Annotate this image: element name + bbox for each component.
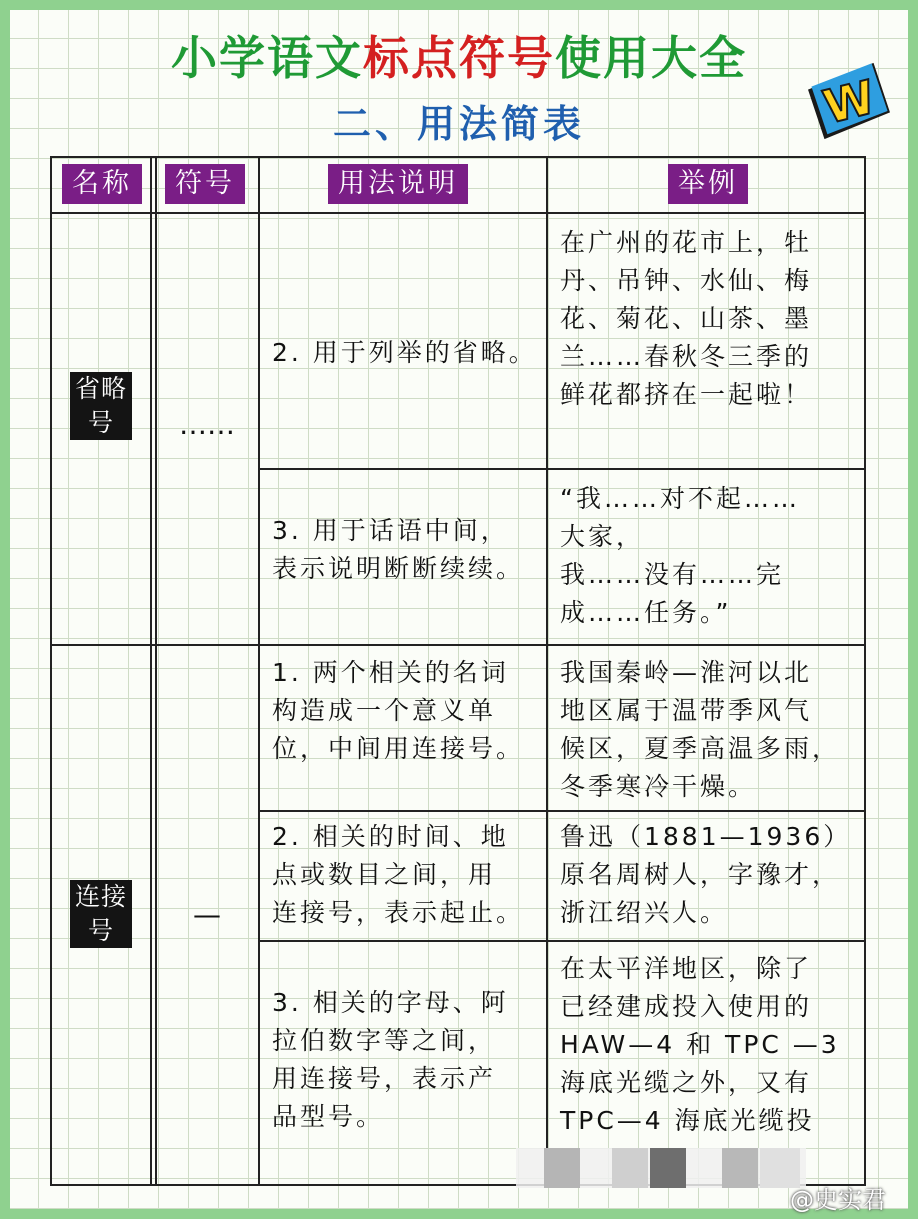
col-divider-1 [150, 158, 152, 1184]
example-ellipsis-3: “我……对不起…… 大家， 我……没有……完 成……任务。” [560, 484, 800, 627]
header-example: 举例 [668, 164, 748, 204]
col-divider-1b [155, 158, 157, 1184]
usage-connector-1: 1. 两个相关的名词 构造成一个意义单 位，中间用连接号。 [272, 658, 525, 763]
w-logo-letter: W [818, 69, 881, 135]
col-divider-3 [546, 158, 548, 1184]
usage-table [50, 156, 866, 1186]
usage-ellipsis-2: 2. 用于列举的省略。 [272, 338, 537, 367]
header-symbol: 符号 [165, 164, 245, 204]
row-divider-1 [258, 468, 864, 470]
title-part-2: 标点符号 [363, 31, 555, 85]
weibo-watermark: @史实君 [790, 1186, 886, 1214]
example-ellipsis-2: 在广州的花市上，牡 丹、吊钟、水仙、梅 花、菊花、山茶、墨 兰……春秋冬三季的 鲜花都挤在一起啦！ [560, 228, 813, 409]
header-divider [52, 212, 864, 214]
usage-connector-3: 3. 相关的字母、阿 拉伯数字等之间， 用连接号，表示产 品型号。 [272, 988, 509, 1131]
name-connector: 连接 号 [70, 880, 132, 948]
example-connector-2: 鲁迅（1881—1936） 原名周树人，字豫才， 浙江绍兴人。 [560, 822, 852, 927]
col-divider-2 [258, 158, 260, 1184]
name-ellipsis: 省略 号 [70, 372, 132, 440]
page-subtitle: 二、用法简表 [332, 102, 585, 146]
title-part-1: 小学语文 [171, 31, 363, 85]
usage-ellipsis-3: 3. 用于话语中间， 表示说明断断续续。 [272, 516, 525, 583]
symbol-connector: — [193, 898, 221, 931]
header-usage: 用法说明 [328, 164, 468, 204]
symbol-ellipsis: …… [179, 408, 235, 441]
example-connector-1: 我国秦岭—淮河以北 地区属于温带季风气 候区，夏季高温多雨， 冬季寒冷干燥。 [560, 658, 841, 801]
section-divider [52, 644, 864, 646]
page-title [0, 28, 918, 88]
row-divider-4 [258, 940, 864, 942]
censor-blocks [516, 1148, 806, 1188]
example-connector-3: 在太平洋地区，除了 已经建成投入使用的 HAW—4 和 TPC —3 海底光缆之外，又有 TPC—4 海底光缆投 [560, 954, 840, 1135]
header-name: 名称 [62, 164, 142, 204]
title-part-3: 使用大全 [555, 31, 747, 85]
usage-connector-2: 2. 相关的时间、地 点或数目之间，用 连接号，表示起止。 [272, 822, 525, 927]
row-divider-3 [258, 810, 864, 812]
